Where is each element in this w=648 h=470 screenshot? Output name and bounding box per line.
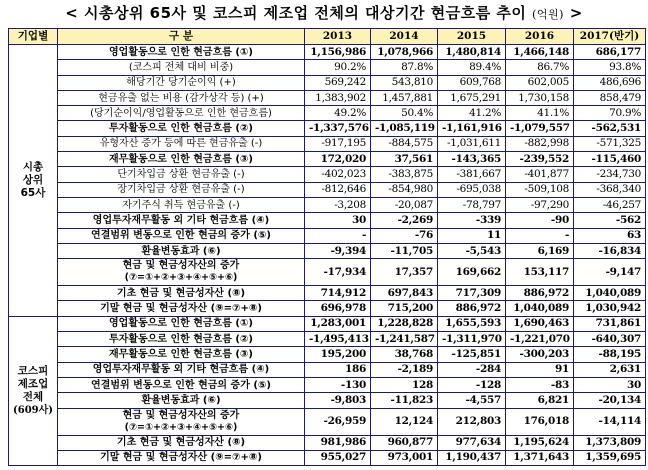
row-label bbox=[58, 347, 305, 362]
value-cell: -2,269 bbox=[371, 213, 438, 228]
value-cell: 153,117 bbox=[506, 259, 574, 286]
value-cell: -239,552 bbox=[506, 152, 574, 167]
value-cell: -3,208 bbox=[305, 197, 371, 212]
table-row bbox=[9, 106, 646, 121]
value-cell: 176,018 bbox=[506, 408, 574, 435]
row-label-text: (당기순이익/영업활동으로 인한 현금흐름) bbox=[90, 107, 272, 119]
row-label-text: 환율변동효과 (⑥) bbox=[141, 245, 221, 257]
row-label bbox=[58, 90, 305, 105]
value-cell: 486,696 bbox=[574, 75, 646, 90]
table-row bbox=[9, 136, 646, 151]
value-cell: -4,557 bbox=[438, 393, 506, 408]
table-row bbox=[9, 435, 646, 450]
value-cell: -509,108 bbox=[506, 182, 574, 197]
row-label-text: 투자활동으로 인한 현금흐름 (②) bbox=[109, 333, 253, 345]
value-cell: -1,085,119 bbox=[371, 121, 438, 136]
value-cell: -562,531 bbox=[574, 121, 646, 136]
value-cell: 2,631 bbox=[574, 362, 646, 377]
value-cell: 37,561 bbox=[371, 152, 438, 167]
row-label bbox=[58, 136, 305, 151]
value-cell: -9,803 bbox=[305, 393, 371, 408]
table-row bbox=[9, 243, 646, 258]
row-label-text: 기초 현금 및 현금성자산 (⑧) bbox=[116, 287, 246, 299]
value-cell: -284 bbox=[438, 362, 506, 377]
value-cell: 195,200 bbox=[305, 347, 371, 362]
value-cell: 696,978 bbox=[305, 301, 371, 316]
row-label-text: 현금유출 없는 비용 (감가상각 등) (+) bbox=[98, 92, 264, 104]
table-row bbox=[9, 347, 646, 362]
table-row bbox=[9, 152, 646, 167]
header-2017h1: 2017(반기) bbox=[574, 29, 646, 45]
value-cell: -234,730 bbox=[574, 167, 646, 182]
row-label bbox=[58, 393, 305, 408]
value-cell: -9,147 bbox=[574, 259, 646, 286]
value-cell: 1,190,437 bbox=[438, 450, 506, 465]
value-cell: -5,543 bbox=[438, 243, 506, 258]
table-row bbox=[9, 316, 646, 331]
value-cell: 1,040,089 bbox=[574, 286, 646, 301]
company-group-label bbox=[9, 316, 58, 465]
value-cell: -1,495,413 bbox=[305, 332, 371, 347]
value-cell: -812,646 bbox=[305, 182, 371, 197]
value-cell: 90.2% bbox=[305, 60, 371, 75]
header-2013: 2013 bbox=[305, 29, 371, 45]
row-label-formula: (⑦=①+②+③+④+⑤+⑥) bbox=[124, 272, 238, 284]
value-cell: -1,221,070 bbox=[506, 332, 574, 347]
value-cell: 1,383,902 bbox=[305, 90, 371, 105]
value-cell: 981,986 bbox=[305, 435, 371, 450]
value-cell: 1,030,942 bbox=[574, 301, 646, 316]
value-cell: 169,662 bbox=[438, 259, 506, 286]
value-cell: -1,031,611 bbox=[438, 136, 506, 151]
value-cell: 686,177 bbox=[574, 45, 646, 60]
value-cell: -1,241,587 bbox=[371, 332, 438, 347]
value-cell: 11 bbox=[438, 228, 506, 243]
value-cell: 973,001 bbox=[371, 450, 438, 465]
value-cell: 38,768 bbox=[371, 347, 438, 362]
row-label bbox=[58, 152, 305, 167]
value-cell: -9,394 bbox=[305, 243, 371, 258]
value-cell: 86.7% bbox=[506, 60, 574, 75]
value-cell: -46,257 bbox=[574, 197, 646, 212]
row-label-text: 영업투자재무활동 외 기타 현금흐름 (④) bbox=[92, 214, 270, 226]
row-label-formula: (⑦=①+②+③+④+⑤+⑥) bbox=[124, 421, 238, 433]
row-label-text: 자기주식 취득 현금유출 (-) bbox=[122, 199, 240, 211]
value-cell: 41.1% bbox=[506, 106, 574, 121]
title-close: > bbox=[563, 4, 583, 22]
value-cell: 93.8% bbox=[574, 60, 646, 75]
table-row bbox=[9, 60, 646, 75]
row-label-text: 기말 현금 및 현금성자산 (⑨=⑦+⑧) bbox=[100, 303, 262, 315]
value-cell: 714,912 bbox=[305, 286, 371, 301]
table-row bbox=[9, 197, 646, 212]
row-label-text: 기말 현금 및 현금성자산 (⑨=⑦+⑧) bbox=[100, 452, 262, 464]
value-cell: 17,357 bbox=[371, 259, 438, 286]
value-cell: 886,972 bbox=[438, 301, 506, 316]
value-cell: 1,040,089 bbox=[506, 301, 574, 316]
row-label bbox=[58, 362, 305, 377]
value-cell: -300,203 bbox=[506, 347, 574, 362]
table-row bbox=[9, 90, 646, 105]
row-label bbox=[58, 228, 305, 243]
header-row bbox=[9, 29, 646, 45]
group-name-line: 상위 bbox=[22, 173, 44, 186]
value-cell: 1,195,624 bbox=[506, 435, 574, 450]
row-label bbox=[58, 213, 305, 228]
row-label-text: 유형자산 증가 등에 따른 현금유출 (-) bbox=[99, 138, 263, 150]
group-name-line: 65사 bbox=[20, 186, 46, 199]
value-cell: 91 bbox=[506, 362, 574, 377]
table-row bbox=[9, 167, 646, 182]
table-row bbox=[9, 393, 646, 408]
value-cell: 1,457,881 bbox=[371, 90, 438, 105]
row-label bbox=[58, 182, 305, 197]
row-label-text: 영업활동으로 인한 현금흐름 (①) bbox=[109, 318, 253, 330]
group-name-line: 코스피 bbox=[17, 364, 49, 377]
value-cell: 89.4% bbox=[438, 60, 506, 75]
value-cell: -917,195 bbox=[305, 136, 371, 151]
table-row bbox=[9, 362, 646, 377]
value-cell: 1,675,291 bbox=[438, 90, 506, 105]
row-label-text: 재무활동으로 인한 현금흐름 (③) bbox=[109, 153, 253, 165]
value-cell: 1,655,593 bbox=[438, 316, 506, 331]
value-cell: -571,325 bbox=[574, 136, 646, 151]
row-label-text: 영업활동으로 인한 현금흐름 (①) bbox=[109, 46, 253, 58]
row-label-text: 재무활동으로 인한 현금흐름 (③) bbox=[109, 348, 253, 360]
value-cell: 960,877 bbox=[371, 435, 438, 450]
value-cell: -640,307 bbox=[574, 332, 646, 347]
row-label bbox=[58, 301, 305, 316]
value-cell: 886,972 bbox=[506, 286, 574, 301]
value-cell: 955,027 bbox=[305, 450, 371, 465]
value-cell: 1,480,814 bbox=[438, 45, 506, 60]
row-label bbox=[58, 197, 305, 212]
value-cell: -76 bbox=[371, 228, 438, 243]
value-cell: 212,803 bbox=[438, 408, 506, 435]
value-cell: - bbox=[305, 228, 371, 243]
row-label bbox=[58, 259, 305, 286]
value-cell: 1,371,643 bbox=[506, 450, 574, 465]
row-label bbox=[58, 408, 305, 435]
value-cell: 1,283,001 bbox=[305, 316, 371, 331]
value-cell: -20,087 bbox=[371, 197, 438, 212]
header-category: 구 분 bbox=[58, 29, 305, 45]
unit-label: (억원) bbox=[532, 8, 564, 21]
row-label bbox=[58, 332, 305, 347]
value-cell: 1,690,463 bbox=[506, 316, 574, 331]
row-label bbox=[58, 435, 305, 450]
table-row bbox=[9, 228, 646, 243]
row-label bbox=[58, 106, 305, 121]
row-label bbox=[58, 377, 305, 392]
row-label-text: (코스피 전체 대비 비중) bbox=[128, 61, 234, 73]
value-cell: 128 bbox=[371, 377, 438, 392]
value-cell: -368,340 bbox=[574, 182, 646, 197]
value-cell: 1,373,809 bbox=[574, 435, 646, 450]
table-row bbox=[9, 213, 646, 228]
table-row bbox=[9, 121, 646, 136]
group-name-line: 제조업 bbox=[17, 377, 49, 390]
value-cell: -90 bbox=[506, 213, 574, 228]
value-cell: 6,821 bbox=[506, 393, 574, 408]
value-cell: -20,134 bbox=[574, 393, 646, 408]
value-cell: -884,575 bbox=[371, 136, 438, 151]
value-cell: -130 bbox=[305, 377, 371, 392]
value-cell: -401,877 bbox=[506, 167, 574, 182]
value-cell: 543,810 bbox=[371, 75, 438, 90]
value-cell: -1,161,916 bbox=[438, 121, 506, 136]
value-cell: 858,479 bbox=[574, 90, 646, 105]
value-cell: -128 bbox=[438, 377, 506, 392]
row-label bbox=[58, 243, 305, 258]
value-cell: 1,359,695 bbox=[574, 450, 646, 465]
value-cell: -383,875 bbox=[371, 167, 438, 182]
value-cell: -83 bbox=[506, 377, 574, 392]
value-cell: -402,023 bbox=[305, 167, 371, 182]
table-row bbox=[9, 301, 646, 316]
row-label bbox=[58, 286, 305, 301]
value-cell: 186 bbox=[305, 362, 371, 377]
page-title bbox=[0, 0, 648, 26]
value-cell: -1,311,970 bbox=[438, 332, 506, 347]
value-cell: -695,038 bbox=[438, 182, 506, 197]
value-cell: 30 bbox=[574, 377, 646, 392]
value-cell: 12,124 bbox=[371, 408, 438, 435]
row-label-text: 장기차입금 상환 현금유출 (-) bbox=[117, 184, 245, 196]
value-cell: 977,634 bbox=[438, 435, 506, 450]
value-cell: -1,337,576 bbox=[305, 121, 371, 136]
row-label-text: 현금 및 현금성자산의 증가 bbox=[122, 260, 240, 272]
value-cell: -11,705 bbox=[371, 243, 438, 258]
value-cell: -17,934 bbox=[305, 259, 371, 286]
header-company: 기업별 bbox=[9, 29, 58, 45]
value-cell: 602,005 bbox=[506, 75, 574, 90]
table-row bbox=[9, 377, 646, 392]
value-cell: -2,189 bbox=[371, 362, 438, 377]
value-cell: 1,730,158 bbox=[506, 90, 574, 105]
table-row bbox=[9, 45, 646, 60]
value-cell: 50.4% bbox=[371, 106, 438, 121]
value-cell: 6,169 bbox=[506, 243, 574, 258]
value-cell: -26,959 bbox=[305, 408, 371, 435]
value-cell: -854,980 bbox=[371, 182, 438, 197]
group-name-line: 시총 bbox=[22, 160, 44, 173]
value-cell: 731,861 bbox=[574, 316, 646, 331]
value-cell: 609,768 bbox=[438, 75, 506, 90]
table-row bbox=[9, 408, 646, 435]
row-label-text: 영업투자재무활동 외 기타 현금흐름 (④) bbox=[92, 364, 270, 376]
value-cell: - bbox=[506, 228, 574, 243]
value-cell: -97,290 bbox=[506, 197, 574, 212]
title-text: < 시총상위 65사 및 코스피 제조업 전체의 대상기간 현금흐름 추이 bbox=[65, 4, 527, 22]
row-label-text: 기초 현금 및 현금성자산 (⑧) bbox=[116, 437, 246, 449]
row-label bbox=[58, 45, 305, 60]
value-cell: 1,466,148 bbox=[506, 45, 574, 60]
value-cell: 1,078,966 bbox=[371, 45, 438, 60]
row-label-text: 단기차입금 상환 현금유출 (-) bbox=[117, 169, 245, 181]
value-cell: -381,667 bbox=[438, 167, 506, 182]
table-row bbox=[9, 450, 646, 465]
company-group-label bbox=[9, 45, 58, 317]
header-2014: 2014 bbox=[371, 29, 438, 45]
value-cell: 70.9% bbox=[574, 106, 646, 121]
value-cell: -115,460 bbox=[574, 152, 646, 167]
row-label bbox=[58, 167, 305, 182]
row-label-text: 연결범위 변동으로 인한 현금의 증가 (⑤) bbox=[91, 230, 271, 242]
value-cell: -143,365 bbox=[438, 152, 506, 167]
value-cell: 715,200 bbox=[371, 301, 438, 316]
table-row bbox=[9, 182, 646, 197]
value-cell: -1,079,557 bbox=[506, 121, 574, 136]
value-cell: -14,114 bbox=[574, 408, 646, 435]
row-label bbox=[58, 316, 305, 331]
table-row bbox=[9, 332, 646, 347]
row-label bbox=[58, 450, 305, 465]
group-name-line: (609사) bbox=[13, 404, 53, 416]
row-label bbox=[58, 60, 305, 75]
value-cell: 41.2% bbox=[438, 106, 506, 121]
value-cell: 87.8% bbox=[371, 60, 438, 75]
value-cell: -882,998 bbox=[506, 136, 574, 151]
value-cell: 1,156,986 bbox=[305, 45, 371, 60]
row-label-text: 연결범위 변동으로 인한 현금의 증가 (⑤) bbox=[91, 379, 271, 391]
header-2015: 2015 bbox=[438, 29, 506, 45]
table-body bbox=[9, 45, 646, 466]
row-label-text: 해당기간 당기순이익 (+) bbox=[126, 77, 236, 89]
value-cell: -88,195 bbox=[574, 347, 646, 362]
table-row bbox=[9, 75, 646, 90]
value-cell: 30 bbox=[305, 213, 371, 228]
value-cell: 172,020 bbox=[305, 152, 371, 167]
row-label-text: 환율변동효과 (⑥) bbox=[141, 394, 221, 406]
table-row bbox=[9, 286, 646, 301]
value-cell: 63 bbox=[574, 228, 646, 243]
value-cell: -78,797 bbox=[438, 197, 506, 212]
value-cell: 569,242 bbox=[305, 75, 371, 90]
row-label bbox=[58, 121, 305, 136]
value-cell: -562 bbox=[574, 213, 646, 228]
group-name-line: 전체 bbox=[22, 390, 44, 403]
value-cell: -16,834 bbox=[574, 243, 646, 258]
value-cell: -339 bbox=[438, 213, 506, 228]
value-cell: 697,843 bbox=[371, 286, 438, 301]
value-cell: 49.2% bbox=[305, 106, 371, 121]
value-cell: 717,309 bbox=[438, 286, 506, 301]
value-cell: -125,851 bbox=[438, 347, 506, 362]
header-2016: 2016 bbox=[506, 29, 574, 45]
row-label-text: 현금 및 현금성자산의 증가 bbox=[122, 409, 240, 421]
value-cell: 1,228,828 bbox=[371, 316, 438, 331]
value-cell: -11,823 bbox=[371, 393, 438, 408]
row-label bbox=[58, 75, 305, 90]
row-label-text: 투자활동으로 인한 현금흐름 (②) bbox=[109, 123, 253, 135]
table-row bbox=[9, 259, 646, 286]
cashflow-table bbox=[8, 28, 646, 466]
